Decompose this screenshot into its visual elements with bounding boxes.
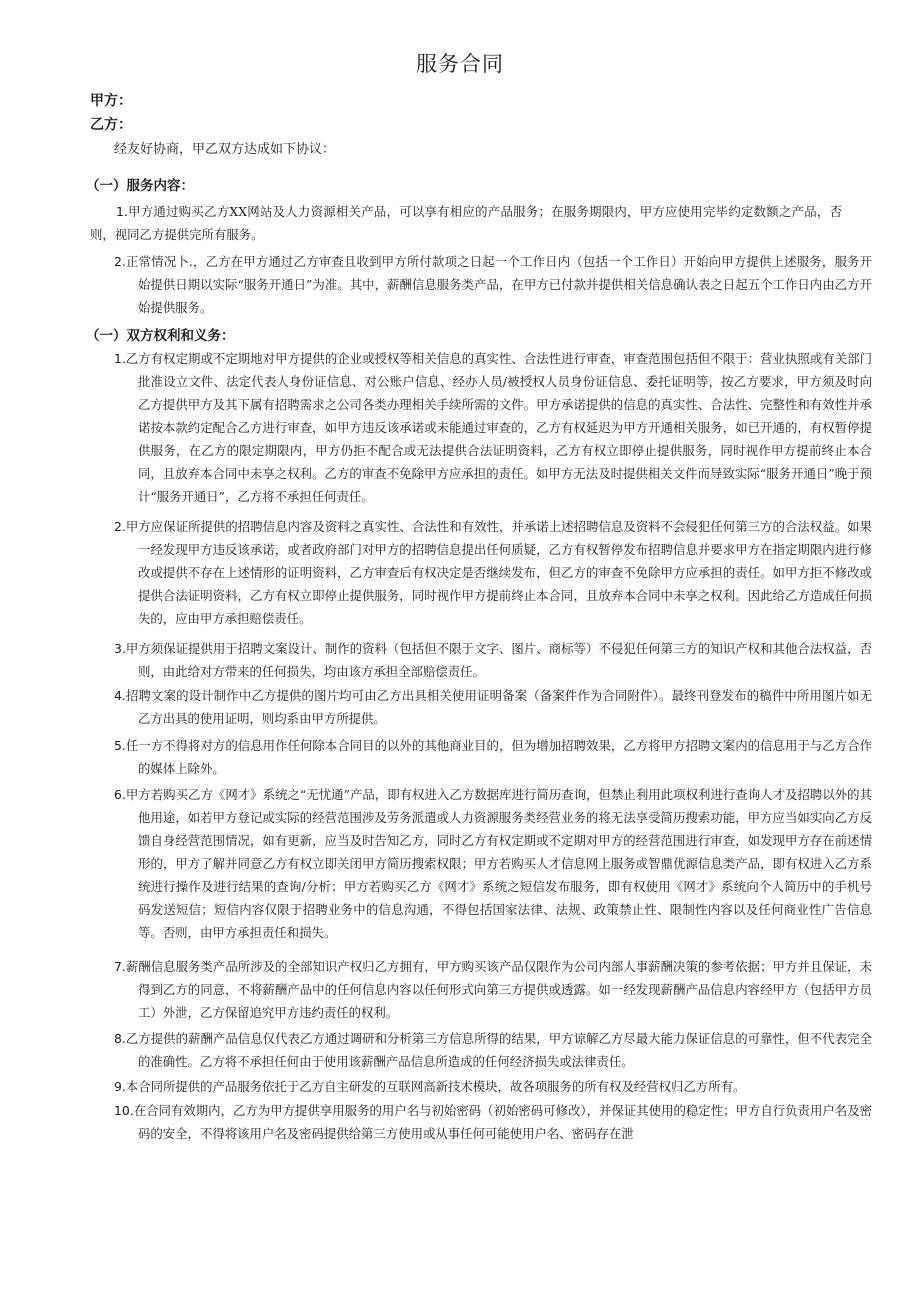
party-b-label: 乙方： xyxy=(90,117,132,133)
clause-2-4 xyxy=(114,684,872,730)
clause-2-7 xyxy=(114,955,872,1024)
clause-number: 6 xyxy=(114,787,122,802)
clause-2-10 xyxy=(114,1099,872,1145)
clause-text: .招聘文案的设计制作中乙方提供的图片均可由乙方出具相关使用证明备案（备案件作为合同附件）。最终刊登发布的稿件中所用图片如无乙方出具的使用证明，则均系由甲方所提供。 xyxy=(121,688,872,726)
clause-number: 7 xyxy=(114,959,122,974)
clause-text: .本合同所提供的产品服务依托于乙方自主研发的互联网高新技术模块，故各项服务的所有权及经营权归乙方所有。 xyxy=(121,1079,746,1094)
clause-2-6 xyxy=(114,783,872,944)
page-title: 服务合同 xyxy=(416,52,504,76)
section-heading-service: （一）服务内容： xyxy=(86,178,194,194)
clause-number: 3 xyxy=(114,641,122,656)
clause-number: 1 xyxy=(116,204,124,219)
clause-text: .甲方须保证提供用于招聘文案设计、制作的资料（包括但不限于文字、图片、商标等）不侵犯任何第三方的知识产权和其他合法权益，否则，由此给对方带来的任何损失，均由该方承担全部赔偿责任。 xyxy=(121,641,872,679)
intro-text: 经友好协商，甲乙双方达成如下协议： xyxy=(114,142,336,157)
clause-text: .在合同有效期内，乙方为甲方提供享用服务的用户名与初始密码（初始密码可修改），并保证其使用的稳定性；甲方自行负责用户名及密码的安全，不得将该用户名及密码提供给第三方使用或从事任何可能使用户名、密码存在泄 xyxy=(129,1103,872,1141)
clause-1-2 xyxy=(114,250,872,319)
clause-text: .甲方若购买乙方《网才》系统之“无忧通”产品，即有权进入乙方数据库进行简历查询，但禁止利用此项权利进行查询人才及招聘以外的其他用途，如若甲方登记或实际的经营范围涉及劳务派遣或人力资源服务类经营业务的将无法享受简历搜索功能，甲方应当如实向乙方反馈自身经营范围情况，如有更新，应当及时告知乙方，同时乙方有权定期或不定期对甲方的经营范围进行审查，如发现甲方存在前述情形的，甲方了解并同意乙方有权立即关闭甲方简历搜索权限；甲方若购买人才信息网上服务或智鼎优源信息类产品，即有权进入乙方系统进行操作及进行结果的查询/分析；甲方若购买乙方《网才》系统之短信发布服务，即有权使用《网才》系统向个人简历中的手机号码发送短信；短信内容仅限于招聘业务中的信息沟通，不得包括国家法律、法规、政策禁止性、限制性内容以及任何商业性广告信息等。否则，由甲方承担责任和损失。 xyxy=(121,787,872,940)
clause-number: 5 xyxy=(114,738,122,753)
clause-text: .甲方通过购买乙方XX网站及人力资源相关产品，可以享有相应的产品服务；在服务期限内，甲方应使用完毕约定数额之产品，否则，视同乙方提供完所有服务。 xyxy=(90,204,842,242)
clause-1-1 xyxy=(90,200,842,246)
clause-2-3 xyxy=(114,637,872,683)
clause-text: .乙方有权定期或不定期地对甲方提供的企业或授权等相关信息的真实性、合法性进行审查，审查范围包括但不限于：营业执照或有关部门批准设立文件、法定代表人身份证信息、对公账户信息、经办人员/被授权人员身份证信息、委托证明等，按乙方要求，甲方须及时向乙方提供甲方及其下属有招聘需求之公司各类办理相关手续所需的文件。甲方承诺提供的信息的真实性、合法性、完整性和有效性并承诺按本款约定配合乙方进行审查，如甲方违反该承诺或未能通过审查的，乙方有权延迟为甲方开通相关服务，如已开通的，有权暂停提供服务，在乙方的限定期限内，甲方仍拒不配合或无法提供合法证明资料，乙方有权立即停止提供服务，同时视作甲方提前终止本合同，且放弃本合同中未享之权利。乙方的审查不免除甲方应承担的责任。如甲方无法及时提供相关文件而导致实际“服务开通日”晚于预计“服务开通日”，乙方将不承担任何责任。 xyxy=(121,351,872,504)
section-heading-rights: （一）双方权利和义务： xyxy=(86,328,235,344)
clause-text: .乙方提供的薪酬产品信息仅代表乙方通过调研和分析第三方信息所得的结果，甲方谅解乙方尽最大能力保证信息的可靠性，但不代表完全的准确性。乙方将不承担任何由于使用该薪酬产品信息所造成的任何经济损失或法律责任。 xyxy=(121,1031,872,1069)
clause-text: .甲方应保证所提供的招聘信息内容及资料之真实性、合法性和有效性，并承诺上述招聘信息及资料不会侵犯任何第三方的合法权益。如果一经发现甲方违反该承诺，或者政府部门对甲方的招聘信息提出任何质疑，乙方有权暂停发布招聘信息并要求甲方在指定期限内进行修改或提供不存在上述情形的证明资料，乙方审查后有权决定是否继续发布，但乙方的审查不免除甲方应承担的责任。如甲方拒不修改或提供合法证明资料，乙方有权立即停止提供服务，同时视作甲方提前终止本合同，且放弃本合同中未享之权利。因此给乙方造成任何损失的，应由甲方承担赔偿责任。 xyxy=(121,519,872,626)
clause-text: .薪酬信息服务类产品所涉及的全部知识产权归乙方拥有，甲方购买该产品仅限作为公司内部人事薪酬决策的参考依据；甲方并且保证，未得到乙方的同意，不将薪酬产品中的任何信息内容以任何形式向第三方提供或透露。如一经发现薪酬产品信息内容经甲方（包括甲方员工）外泄，乙方保留追究甲方违约责任的权利。 xyxy=(121,959,872,1020)
clause-2-8 xyxy=(114,1027,872,1073)
clause-number: 8 xyxy=(114,1031,122,1046)
clause-2-5 xyxy=(114,734,872,780)
clause-number: 10 xyxy=(114,1103,130,1118)
clause-number: 4 xyxy=(114,688,122,703)
clause-2-9 xyxy=(114,1075,848,1098)
clause-text: .任一方不得将对方的信息用作任何除本合同目的以外的其他商业目的，但为增加招聘效果，乙方将甲方招聘文案内的信息用于与乙方合作的媒体上除外。 xyxy=(121,738,872,776)
clause-2-1 xyxy=(114,347,872,508)
clause-number: 2 xyxy=(114,254,122,269)
clause-2-2 xyxy=(114,515,872,630)
clause-text: .正常情况卜.，乙方在甲方通过乙方审查且收到甲方所付款项之日起一个工作日内（包括一个工作日）开始向甲方提供上述服务，服务开始提供日期以实际“服务开通日”为准。其中，薪酬信息服务类产品，在甲方已付款并提供相关信息确认表之日起五个工作日内由乙方开始提供服务。 xyxy=(121,254,872,315)
clause-number: 2 xyxy=(114,519,122,534)
clause-number: 1 xyxy=(114,351,122,366)
clause-number: 9 xyxy=(114,1079,122,1094)
party-a-label: 甲方： xyxy=(90,93,132,109)
